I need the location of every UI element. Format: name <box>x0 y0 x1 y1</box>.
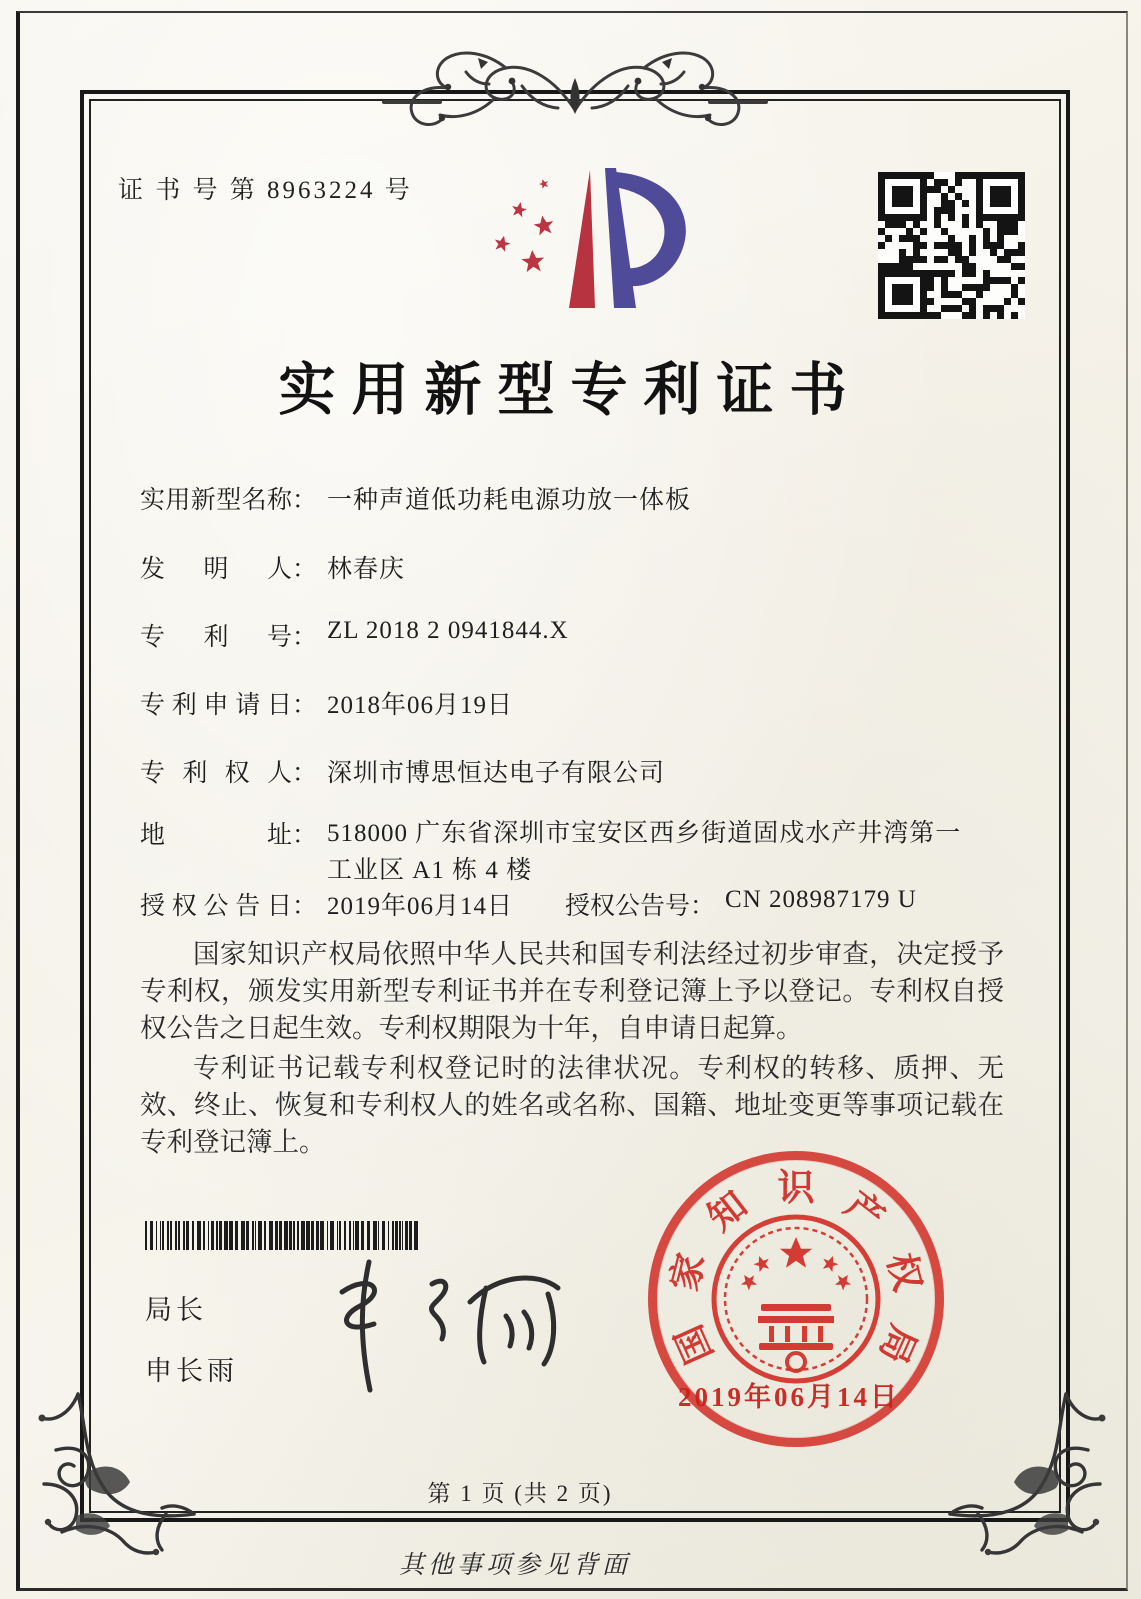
seal-char: 家 <box>663 1249 713 1295</box>
field-label: 发明人 <box>140 556 292 583</box>
director-signature <box>312 1256 574 1398</box>
field-label: 地址 <box>140 822 292 849</box>
grant-number-group: 授权公告号 ： CN 208987179 U <box>565 886 917 920</box>
field-row-utility-model-name: 实用新型名称 ： 一种声道低功耗电源功放一体板 <box>140 480 691 516</box>
field-label: 实用新型名称 <box>140 487 292 514</box>
field-value <box>327 815 961 889</box>
seal-char: 局 <box>871 1319 925 1370</box>
seal-char: 国 <box>667 1319 721 1370</box>
field-row-patent-number: 专利号 ： ZL 2018 2 0941844.X <box>140 617 569 651</box>
qr-code <box>878 172 1025 319</box>
seal-char: 识 <box>777 1167 815 1208</box>
field-row-inventor: 发明人 ： 林春庆 <box>140 549 405 585</box>
legal-text <box>140 936 1004 1164</box>
barcode <box>145 1221 425 1250</box>
field-row-application-date: 专利申请日 ： 2018年06月19日 <box>140 685 513 721</box>
field-value: ZL 2018 2 0941844.X <box>327 617 569 644</box>
director-name: 申长雨 <box>145 1356 238 1386</box>
address-line1: 518000 广东省深圳市宝安区西乡街道固戍水产井湾第一 <box>327 820 962 847</box>
field-value: 林春庆 <box>327 556 406 583</box>
field-value: 深圳市博思恒达电子有限公司 <box>327 760 666 787</box>
patent-office-logo-icon <box>462 158 714 336</box>
back-note: 其他事项参见背面 <box>398 1552 631 1579</box>
seal-char: 知 <box>700 1183 755 1239</box>
field-row-address: 地址 ： 518000 广东省深圳市宝安区西乡街道固戍水产井湾第一 工业区 A1 栋 4 楼 <box>140 815 961 889</box>
field-row-patentee: 专利权人 ： 深圳市博思恒达电子有限公司 <box>140 753 665 789</box>
grant-date: 2019年06月14日 <box>327 893 514 920</box>
field-label: 授权公告号 <box>565 893 691 920</box>
seal-date: 2019年06月14日 <box>678 1382 900 1412</box>
certificate-title: 实用新型专利证书 <box>278 359 863 422</box>
seal-char: 产 <box>837 1183 892 1239</box>
field-row-grant: 授权公告日 ： 2019年06月14日 授权公告号 ： CN 208987179 U <box>140 886 917 920</box>
field-label: 授权公告日 <box>140 893 292 920</box>
field-label: 专利号 <box>140 624 292 651</box>
field-value: 一种声道低功耗电源功放一体板 <box>327 487 692 514</box>
field-value: 2018年06月19日 <box>327 692 514 719</box>
grant-number: CN 208987179 U <box>725 886 917 913</box>
certificate-number: 证 书 号 第 8963224 号 <box>118 177 413 204</box>
seal-char: 权 <box>879 1249 929 1295</box>
field-label: 专利权人 <box>140 760 292 787</box>
director-title: 局长 <box>145 1295 207 1325</box>
national-emblem-icon <box>709 1212 883 1386</box>
field-label: 专利申请日 <box>140 692 292 719</box>
director-block <box>145 1288 238 1388</box>
legal-paragraph-2: 专利证书记载专利权登记时的法律状况。专利权的转移、质押、无效、终止、恢复和专利权人的姓名或名称、国籍、地址变更等事项记载在专利登记簿上。 <box>140 1053 1004 1157</box>
legal-paragraph-1: 国家知识产权局依照中华人民共和国专利法经过初步审查，决定授予专利权，颁发实用新型专利证书并在专利登记簿上予以登记。专利权自授权公告之日起生效。专利权期限为十年，自申请日起算。 <box>140 939 1004 1043</box>
page-number: 第 1 页 (共 2 页) <box>427 1481 613 1506</box>
address-line2: 工业区 A1 栋 4 楼 <box>327 857 533 884</box>
